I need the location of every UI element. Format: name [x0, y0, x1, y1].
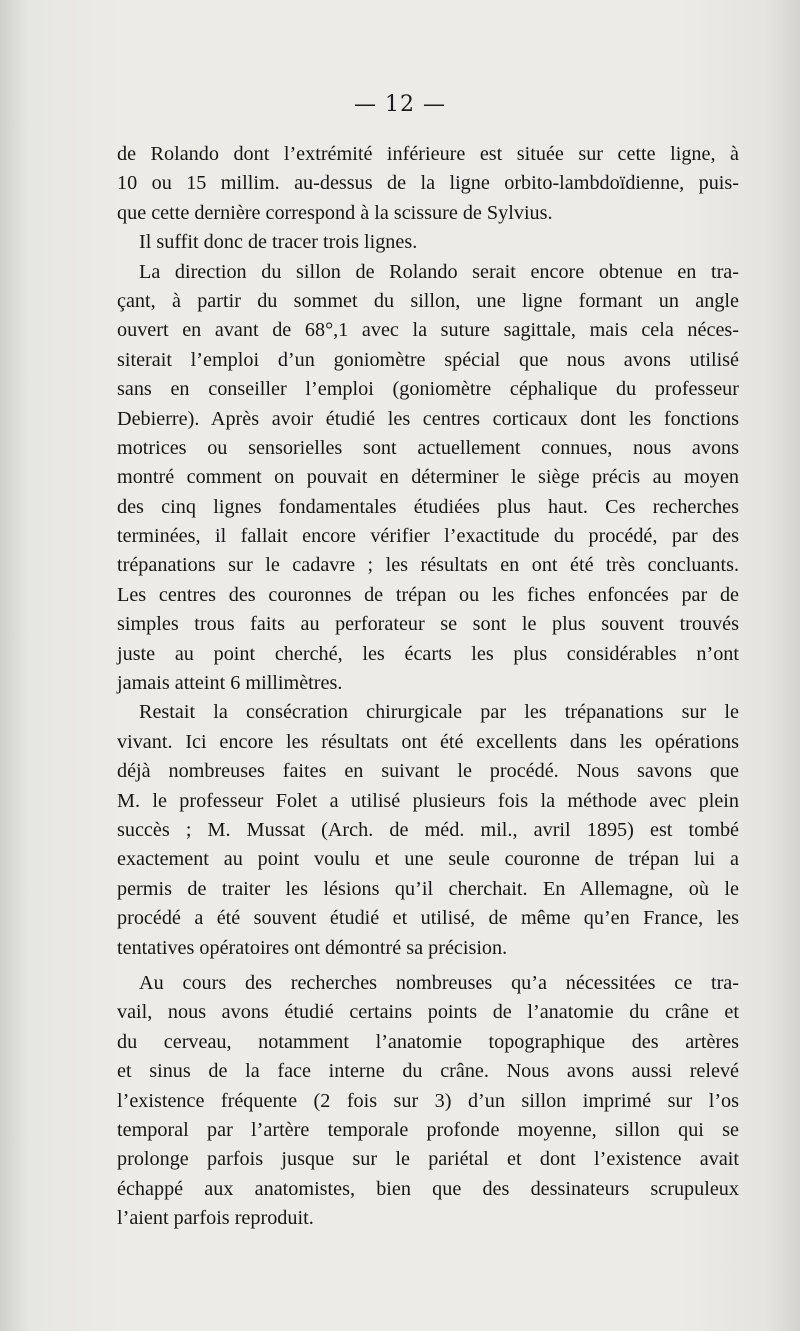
text-line: montré comment on pouvait en déterminer le siège précis au moyen: [117, 466, 739, 489]
text-line: temporal par l’artère temporale profonde moyenne, sillon qui se: [117, 1118, 739, 1141]
text-line: Debierre). Après avoir étudié les centres corticaux dont les fonctions: [117, 407, 739, 430]
text-line: procédé a été souvent étudié et utilisé, de même qu’en France, les: [117, 907, 739, 930]
text-line: exactement au point voulu et une seule couronne de trépan lui a: [117, 848, 739, 871]
text-line: terminées, il fallait encore vérifier l’exactitude du procédé, par des: [117, 525, 739, 548]
text-line: Les centres des couronnes de trépan ou les fiches enfoncées par de: [117, 583, 739, 606]
text-line: succès ; M. Mussat (Arch. de méd. mil., avril 1895) est tombé: [117, 818, 739, 841]
text-line: Il suffit donc de tracer trois lignes.: [139, 231, 418, 254]
text-line: prolonge parfois jusque sur le pariétal et dont l’existence avait: [117, 1148, 739, 1171]
text-line: çant, à partir du sommet du sillon, une ligne formant un angle: [117, 289, 739, 312]
text-line: permis de traiter les lésions qu’il cherchait. En Allemagne, où le: [117, 877, 739, 900]
text-line: juste au point cherché, les écarts les plus considérables n’ont: [117, 642, 739, 665]
text-line: La direction du sillon de Rolando serait encore obtenue en tra-: [139, 260, 739, 283]
text-line: Au cours des recherches nombreuses qu’a nécessitées ce tra-: [139, 971, 739, 994]
paragraph: [117, 698, 739, 963]
text-line: du cerveau, notamment l’anatomie topographique des artères: [117, 1030, 739, 1053]
text-line: l’aient parfois reproduit.: [117, 1207, 314, 1230]
text-line: ouvert en avant de 68°,1 avec la suture sagittale, mais cela néces-: [117, 319, 739, 342]
text-line: tentatives opératoires ont démontré sa précision.: [117, 936, 508, 959]
text-line: des cinq lignes fondamentales étudiées plus haut. Ces recherches: [117, 495, 739, 518]
text-line: et sinus de la face interne du crâne. Nous avons aussi relevé: [117, 1060, 739, 1083]
text-line: de Rolando dont l’extrémité inférieure est située sur cette ligne, à: [117, 143, 739, 165]
paragraph: [117, 140, 739, 228]
paragraph: [117, 969, 739, 1234]
body-text: [117, 140, 739, 1233]
paragraph: [117, 258, 739, 699]
page-number: — 12 —: [354, 92, 446, 117]
text-line: sans en conseiller l’emploi (goniomètre céphalique du professeur: [117, 378, 739, 401]
text-line: que cette dernière correspond à la scissure de Sylvius.: [117, 201, 553, 224]
text-line: motrices ou sensorielles sont actuellement connues, nous avons: [117, 436, 739, 459]
text-line: simples trous faits au perforateur se sont le plus souvent trouvés: [117, 613, 739, 636]
text-line: échappé aux anatomistes, bien que des dessinateurs scrupuleux: [117, 1177, 739, 1200]
text-line: déjà nombreuses faites en suivant le procédé. Nous savons que: [117, 760, 739, 783]
text-line: l’existence fréquente (2 fois sur 3) d’un sillon imprimé sur l’os: [117, 1089, 739, 1112]
text-line: vivant. Ici encore les résultats ont été excellents dans les opérations: [117, 730, 739, 753]
text-line: Restait la consécration chirurgicale par les trépanations sur le: [139, 701, 739, 724]
text-line: M. le professeur Folet a utilisé plusieurs fois la méthode avec plein: [117, 789, 739, 812]
paragraph: [117, 228, 739, 257]
text-line: siterait l’emploi d’un goniomètre spécial que nous avons utilisé: [117, 348, 739, 371]
text-line: 10 ou 15 millim. au-dessus de la ligne orbito-lambdoïdienne, puis-: [117, 172, 739, 195]
text-line: vail, nous avons étudié certains points de l’anatomie du crâne et: [117, 1001, 739, 1024]
text-line: jamais atteint 6 millimètres.: [117, 672, 343, 695]
text-line: trépanations sur le cadavre ; les résultats en ont été très concluants.: [117, 554, 739, 577]
